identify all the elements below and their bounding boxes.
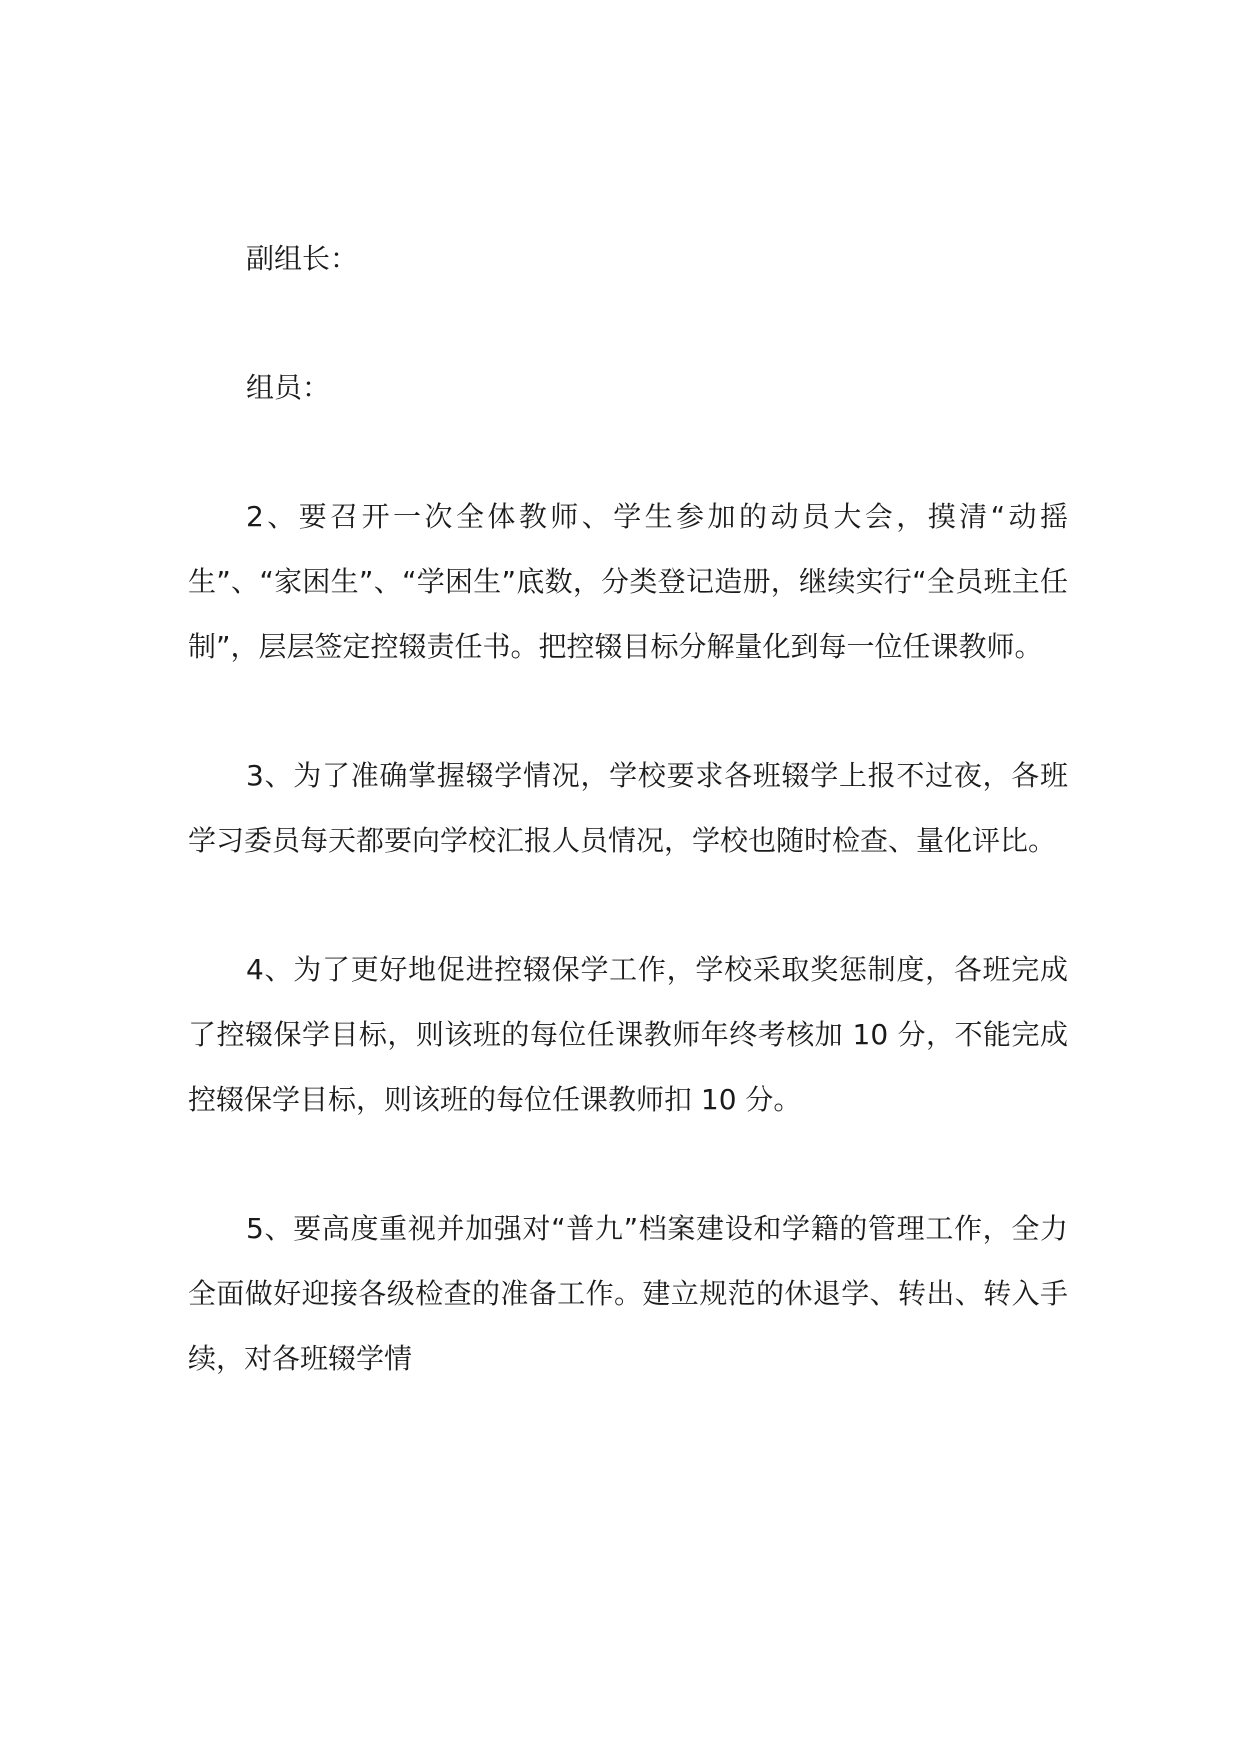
paragraph-members: 组员： (246, 371, 331, 404)
document-body (188, 226, 1068, 1391)
paragraph-item-3: 3、为了准确掌握辍学情况，学校要求各班辍学上报不过夜，各班学习委员每天都要向学校汇报人员情况，学校也随时检查、量化评比。 (188, 759, 1068, 857)
paragraph-item-5: 5、要高度重视并加强对“普九”档案建设和学籍的管理工作，全力全面做好迎接各级检查的准备工作。建立规范的休退学、转出、转入手续，对各班辍学情 (188, 1212, 1068, 1375)
paragraph-item-4: 4、为了更好地促进控辍保学工作，学校采取奖惩制度，各班完成了控辍保学目标，则该班的每位任课教师年终考核加 10 分，不能完成控辍保学目标，则该班的每位任课教师扣 10 分。 (188, 953, 1068, 1116)
paragraph-vice-leader: 副组长： (246, 242, 359, 275)
paragraph-item-2: 2、要召开一次全体教师、学生参加的动员大会，摸清“动摇生”、“家困生”、“学困生”底数，分类登记造册，继续实行“全员班主任制”，层层签定控辍责任书。把控辍目标分解量化到每一位任课教师。 (188, 500, 1068, 663)
